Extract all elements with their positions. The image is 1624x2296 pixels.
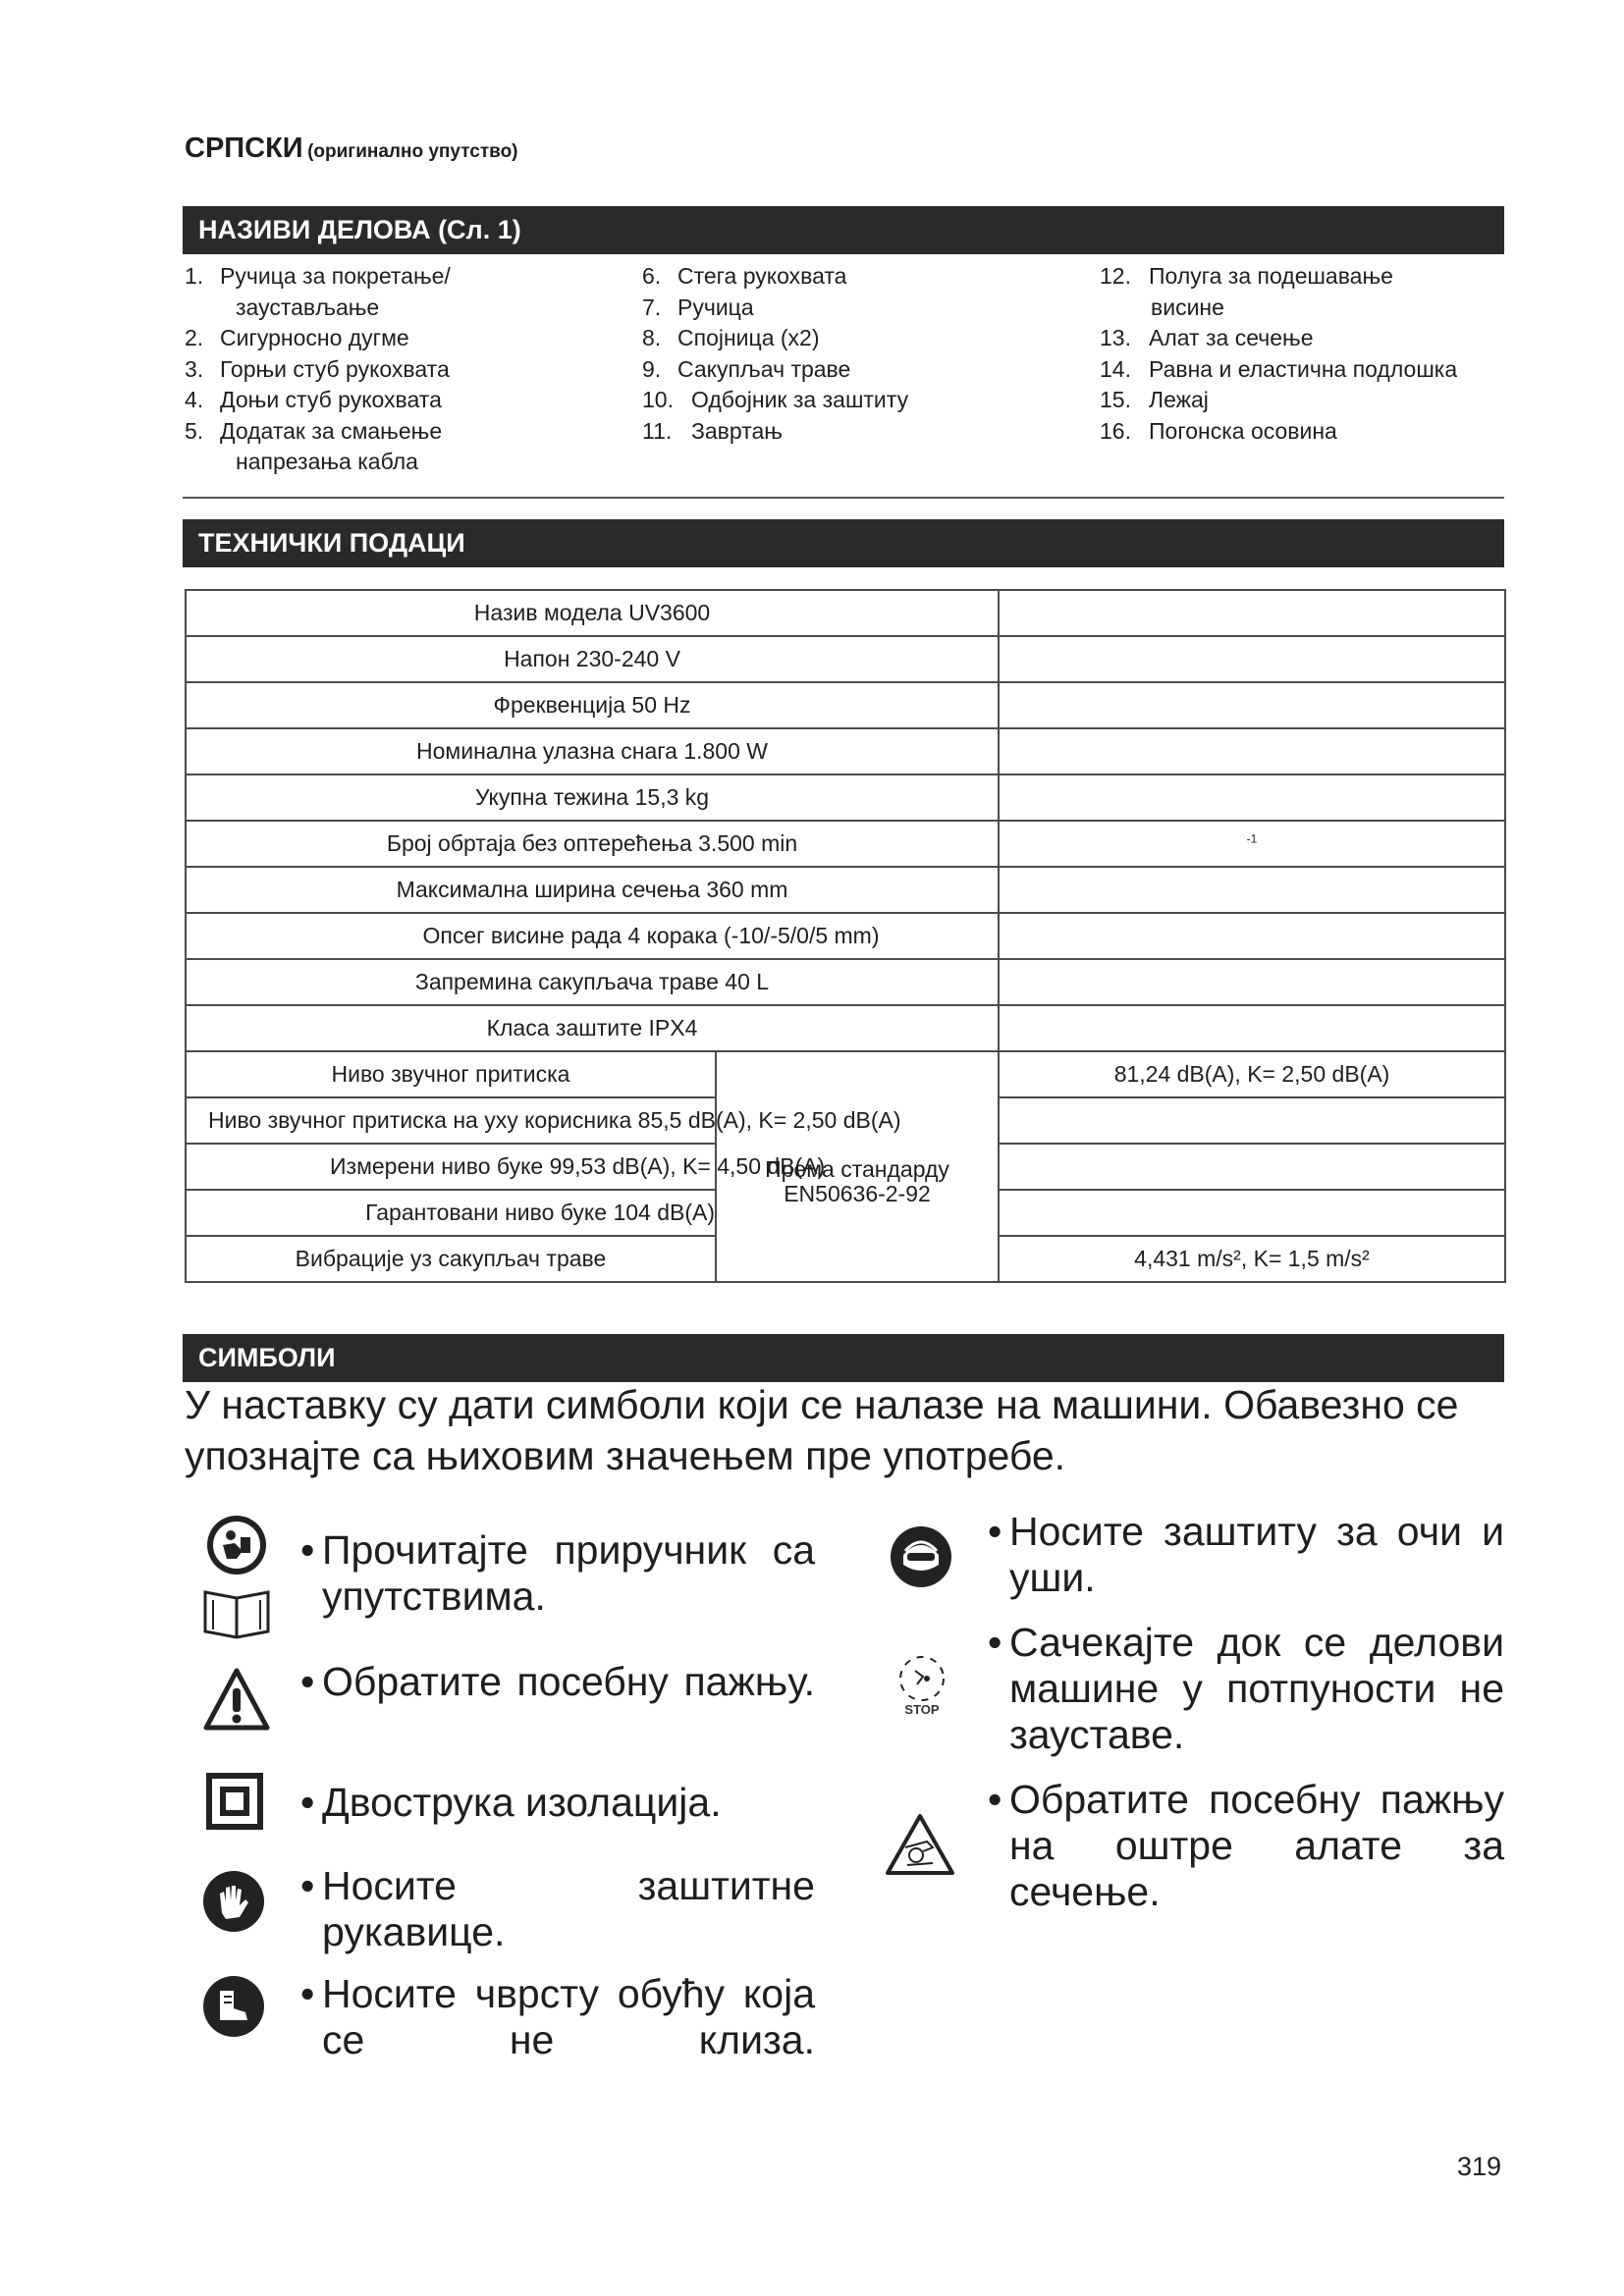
spec-value-cell bbox=[999, 867, 1505, 913]
language-subtitle: (оригинално упутство) bbox=[307, 141, 518, 162]
page-language-heading bbox=[185, 133, 518, 165]
noise-value-cell: 4,431 m/s², K= 1,5 m/s² bbox=[999, 1236, 1505, 1282]
part-item: 11. Завртањ bbox=[642, 417, 783, 444]
table-row bbox=[186, 1005, 1505, 1051]
symbol-text-wait-stop: • Сачекајте док се делови машине у потпуности не зауставе. bbox=[988, 1620, 1504, 1757]
spec-cell: Номинална улазна снага 1.800 W bbox=[186, 728, 999, 774]
part-item: 9. Сакупљач траве bbox=[642, 355, 851, 382]
spec-cell: Максимална ширина сечења 360 mm bbox=[186, 867, 999, 913]
eye-ear-protection-icon bbox=[890, 1525, 952, 1588]
spec-cell: Назив модела UV3600 bbox=[186, 590, 999, 636]
noise-value-cell bbox=[999, 1097, 1505, 1144]
spec-value-cell bbox=[999, 1005, 1505, 1051]
rpm-superscript: -1 bbox=[1246, 831, 1258, 846]
symbol-text-attention: • Обратите посебну пажњу. bbox=[300, 1659, 815, 1704]
bullet: • bbox=[300, 1527, 315, 1573]
read-manual-icon bbox=[201, 1516, 272, 1639]
bullet: • bbox=[300, 1863, 315, 1908]
symbol-text-boots: • Носите чврсту обућу која се не клиза. bbox=[300, 1971, 815, 2062]
part-item: 10. Одбојник за заштиту bbox=[642, 387, 909, 412]
spec-value-cell bbox=[999, 774, 1505, 821]
table-row bbox=[186, 636, 1505, 682]
part-item: 3. Горњи стуб рукохвата bbox=[185, 355, 450, 382]
table-row bbox=[186, 590, 1505, 636]
double-insulation-icon bbox=[206, 1773, 263, 1830]
table-row bbox=[186, 682, 1505, 728]
bullet: • bbox=[988, 1509, 1002, 1554]
part-item: 5. Додатак за смањење напрезања кабла bbox=[185, 417, 443, 474]
bullet: • bbox=[300, 1659, 315, 1704]
noise-label-cell: Ниво звучног притиска на уху корисника 85,5 dB(A), K= 2,50 dB(A) bbox=[186, 1097, 716, 1144]
stop-label: STOP bbox=[904, 1702, 940, 1717]
spec-cell: Запремина сакупљача траве 40 L bbox=[186, 959, 999, 1005]
part-item: 8. Спојница (x2) bbox=[642, 325, 820, 350]
symbol-text-gloves: • Носите заштитне рукавице. bbox=[300, 1863, 815, 1954]
parts-column-3 bbox=[1100, 261, 1457, 447]
part-item: 13. Алат за сечење bbox=[1100, 325, 1314, 350]
part-item: 1. Ручица за покретање/ заустављање bbox=[185, 263, 451, 320]
symbol-text-read-manual: • Прочитајте приручник са упутствима. bbox=[300, 1527, 815, 1619]
spec-cell: Број обртаја без оптерећења 3.500 min bbox=[186, 821, 999, 867]
spec-value-cell bbox=[999, 590, 1505, 636]
spec-value-cell bbox=[999, 728, 1505, 774]
noise-label-cell: Измерени ниво буке 99,53 dB(A), K= 4,50 dB(A) bbox=[186, 1144, 716, 1190]
symbol-text-double-insulation: • Двострука изолација. bbox=[300, 1780, 722, 1825]
part-item: 16. Погонска осовина bbox=[1100, 417, 1337, 444]
bullet: • bbox=[988, 1620, 1002, 1665]
table-row bbox=[186, 1051, 1505, 1097]
noise-value-cell: 81,24 dB(A), K= 2,50 dB(A) bbox=[999, 1051, 1505, 1097]
table-row bbox=[186, 821, 1505, 867]
spec-value-cell bbox=[999, 959, 1505, 1005]
noise-value-cell bbox=[999, 1144, 1505, 1190]
part-item: 12. Полуга за подешавање висине bbox=[1100, 263, 1393, 320]
table-row bbox=[186, 728, 1505, 774]
table-row bbox=[186, 774, 1505, 821]
part-item: 4. Доњи стуб рукохвата bbox=[185, 387, 442, 412]
spec-cell: Класа заштите IPX4 bbox=[186, 1005, 999, 1051]
part-item: 7. Ручица bbox=[642, 294, 754, 320]
bullet: • bbox=[300, 1780, 315, 1825]
noise-value-cell bbox=[999, 1190, 1505, 1236]
spec-cell: Опсег висине рада 4 корака (-10/-5/0/5 mm) bbox=[186, 913, 999, 959]
noise-label-cell: Гарантовани ниво буке 104 dB(A) bbox=[186, 1190, 716, 1236]
parts-section-header: НАЗИВИ ДЕЛОВА (Сл. 1) bbox=[183, 206, 1504, 254]
symbol-text-sharp-blades: • Обратите посебну пажњу на оштре алате за сечење. bbox=[988, 1777, 1504, 1914]
bullet: • bbox=[300, 1971, 315, 2016]
standard-cell: Према стандарду EN50636-2-92 bbox=[716, 1051, 999, 1282]
part-item: 2. Сигурносно дугме bbox=[185, 325, 409, 350]
safety-boots-icon bbox=[202, 1975, 265, 2038]
spec-value-cell bbox=[999, 821, 1505, 867]
wait-stop-icon bbox=[884, 1649, 960, 1728]
spec-cell: Напон 230-240 V bbox=[186, 636, 999, 682]
spec-cell: Укупна тежина 15,3 kg bbox=[186, 774, 999, 821]
noise-label-cell: Ниво звучног притиска bbox=[186, 1051, 716, 1097]
spec-value-cell bbox=[999, 636, 1505, 682]
table-row bbox=[186, 867, 1505, 913]
section-divider bbox=[183, 497, 1504, 499]
spec-cell: Фреквенција 50 Hz bbox=[186, 682, 999, 728]
parts-column-1 bbox=[185, 261, 451, 478]
symbol-text-eye-ear: • Носите заштиту за очи и уши. bbox=[988, 1509, 1504, 1600]
spec-value-cell bbox=[999, 913, 1505, 959]
tech-data-table bbox=[185, 589, 1506, 1283]
symbols-section-header: СИМБОЛИ bbox=[183, 1334, 1504, 1382]
table-row bbox=[186, 913, 1505, 959]
sharp-blade-warning-icon bbox=[884, 1812, 956, 1877]
parts-column-2 bbox=[642, 261, 908, 447]
gloves-icon bbox=[202, 1870, 265, 1933]
warning-triangle-icon bbox=[202, 1667, 271, 1732]
symbols-intro: У наставку су дати симболи који се налазе на машини. Обавезно се упознајте са њиховим значењем пре употребе. bbox=[185, 1382, 1459, 1478]
part-item: 14. Равна и еластична подлошка bbox=[1100, 355, 1458, 382]
bullet: • bbox=[988, 1777, 1002, 1822]
noise-label-cell: Вибрације уз сакупљач траве bbox=[186, 1236, 716, 1282]
spec-value-cell bbox=[999, 682, 1505, 728]
table-row bbox=[186, 959, 1505, 1005]
page-number: 319 bbox=[1457, 2152, 1502, 2181]
tech-data-section-header: ТЕХНИЧКИ ПОДАЦИ bbox=[183, 519, 1504, 567]
language-title: СРПСКИ bbox=[185, 133, 303, 164]
part-item: 15. Лежај bbox=[1100, 387, 1209, 412]
part-item: 6. Стега рукохвата bbox=[642, 263, 847, 289]
